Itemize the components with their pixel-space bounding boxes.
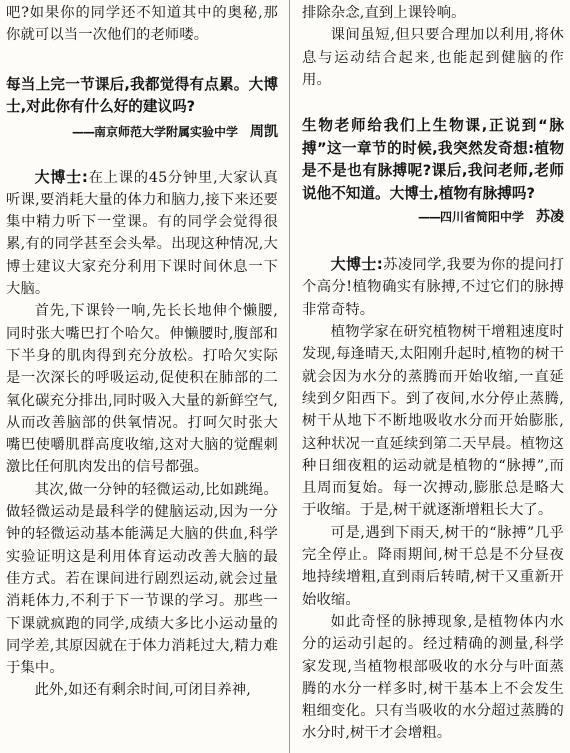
answer-paragraph (6, 166, 278, 301)
answer-text: 苏凌同学,我要为你的提问打个高分!植物确实有脉搏,不过它们的脉搏非常奇特。 (302, 257, 564, 318)
answer-lead: 大博士: (330, 255, 383, 274)
question-signature (6, 122, 278, 142)
signature-school: 四川省简阳中学 (439, 210, 524, 225)
answer-paragraph: 如此奇怪的脉搏现象,是植物体内水分的运动引起的。经过精确的测量,科学家发现,当植物根部吸收的水分与叶面蒸腾的水分一样多时,树干基本上不会发生粗细变化。只有当吸收的水分超过蒸腾的水分时,树干才会增粗。 (302, 613, 564, 742)
signature-name: 苏凌 (536, 209, 564, 226)
reader-question: 每当上完一节课后,我都觉得有点累。大博士,对此你有什么好的建议吗? (6, 75, 278, 116)
right-column (302, 0, 564, 745)
question-signature (302, 207, 564, 227)
column-divider (289, 0, 290, 753)
reader-question: 生物老师给我们上生物课,正说到“脉搏”这一章节的时候,我突然发奇想:植物是不是也有脉搏呢?课后,我问老师,老师说他不知道。大博士,植物有脉搏吗? (302, 117, 564, 202)
signature-dash: —— (71, 124, 94, 139)
answer-paragraph: 此外,如还有剩余时间,可闭目养神, (34, 682, 251, 699)
answer-text: 在上课的45分钟里,大家认真听课,要消耗大量的体力和脑力,接下来还要集中精力听下一堂课。有的同学会觉得很累,有的同学甚至会头晕。出现这种情况,大博士建议大家充分利用下课时间休息一下大脑。 (6, 169, 278, 298)
answer-paragraph: 可是,遇到下雨天,树干的“脉搏”几乎完全停止。降雨期间,树干总是不分昼夜地持续增粗,直到雨后转晴,树干又重新开始收缩。 (302, 524, 564, 608)
answer-lead: 大博士: (34, 167, 89, 186)
signature-dash: —— (417, 210, 440, 225)
answer-paragraph: 植物学家在研究植物树干增粗速度时发现,每逢晴天,太阳刚升起时,植物的树干就会因为水分的蒸腾而开始收缩,一直延续到夕阳西下。到了夜间,水分停止蒸腾,树干从地下不断地吸收水分而开始膨胀,这种状况一直延续到第二天早晨。植物这种日细夜粗的运动就是植物的“脉搏”,而且周而复始。每一次搏动,膨胀总是略大于收缩。于是,树干就逐渐增粗长大了。 (302, 324, 564, 519)
answer-paragraph: 首先,下课铃一响,先长长地伸个懒腰,同时张大嘴巴打个哈欠。伸懒腰时,腹部和下半身的肌肉得到充分放松。打哈欠实际是一次深长的呼吸运动,促使积在肺部的二氧化碳充分排出,同时吸入大量的新鲜空气,从而改善脑部的供氧情况。打呵欠时张大嘴巴使嚼肌群高度收缩,这对大脑的觉醒刺激比任何肌肉发出的信号都强。 (6, 303, 278, 476)
paragraph-continued: 排除杂念,直到上课铃响。 (302, 5, 466, 21)
answer-paragraph (302, 253, 564, 321)
paragraph-continued: 吧?如果你的同学还不知道其中的奥秘,那你就可以当一次他们的老师喽。 (6, 5, 278, 44)
left-column (6, 0, 278, 702)
paragraph: 课间虽短,但只要合理加以利用,将休息与运动结合起来,也能起到健脑的作用。 (302, 27, 564, 88)
signature-name: 周凯 (250, 123, 278, 140)
signature-school: 南京师范大学附属实验中学 (93, 124, 238, 139)
answer-paragraph: 其次,做一分钟的轻微运动,比如跳绳。做轻微运动是最科学的健脑运动,因为一分钟的轻微运动基本能满足大脑的供血,科学实验证明这是利用体育运动改善大脑的最佳方式。若在课间进行剧烈运动,就会过量消耗体力,不利于下一节课的学习。那些一下课就疯跑的同学,成绩大多比小运动量的同学差,其原因就在于体力消耗过大,精力难于集中。 (6, 481, 278, 677)
